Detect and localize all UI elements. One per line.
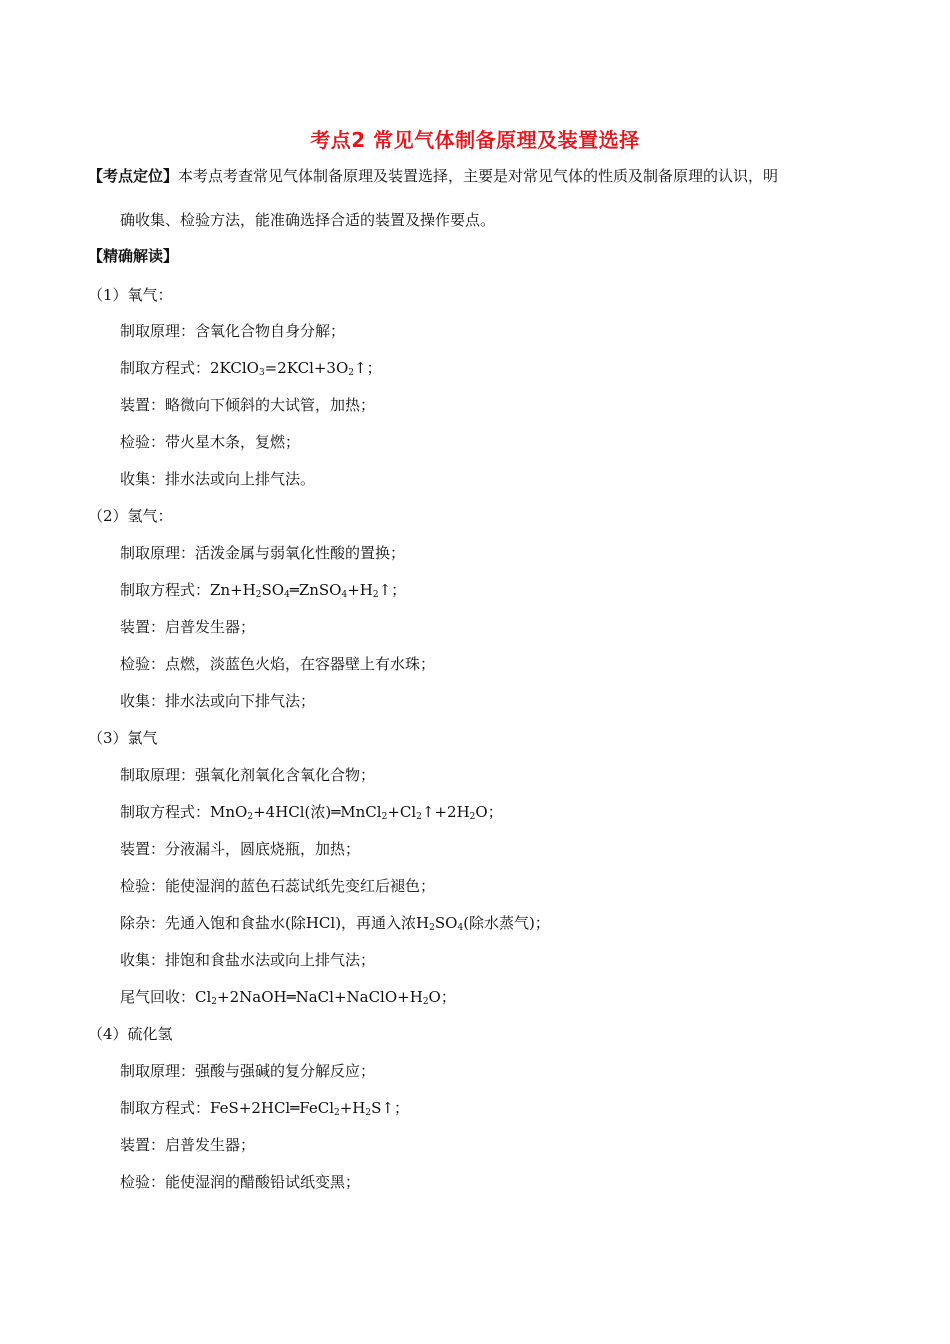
eq-part: FeS+2HCl═FeCl — [210, 1099, 334, 1117]
eq-prefix: 制取方程式： — [120, 359, 211, 377]
eq-subscript: 2 — [372, 590, 379, 600]
eq-subscript: 2 — [247, 812, 254, 822]
eq-part: Zn+H — [210, 581, 256, 599]
intro-line-1 — [88, 166, 868, 186]
tail-subscript: 2 — [211, 997, 218, 1007]
eq-part: ↑； — [378, 581, 407, 599]
hydrogen-collect: 收集：排水法或向下排气法； — [120, 692, 316, 710]
chlorine-test: 检验：能使湿润的蓝色石蕊试纸先变红后褪色； — [120, 877, 436, 895]
eq-part: ═ZnSO — [289, 581, 342, 599]
impurity-part: (除水蒸气)； — [463, 914, 550, 932]
hydrogen-equation — [120, 580, 406, 600]
oxygen-test: 检验：带火星木条，复燃； — [120, 433, 301, 451]
eq-part: ↑； — [354, 359, 382, 377]
oxygen-apparatus: 装置：略微向下倾斜的大试管，加热； — [120, 396, 376, 414]
tail-part: +2NaOH═NaCl+NaClO+H — [217, 988, 423, 1006]
impurity-part: SO — [434, 914, 458, 932]
chlorine-apparatus: 装置：分液漏斗，圆底烧瓶，加热； — [120, 840, 361, 858]
eq-part: +4HCl(浓)═MnCl — [253, 803, 382, 821]
eq-subscript: 2 — [334, 1108, 340, 1118]
eq-part: +H — [347, 581, 373, 599]
chlorine-equation — [120, 802, 503, 822]
impurity-subscript: 4 — [457, 923, 464, 933]
section-heading: 【精确解读】 — [88, 247, 179, 265]
eq-part: MnO — [210, 803, 248, 821]
page-title: 考点2 常见气体制备原理及装置选择 — [310, 128, 640, 152]
hydrogen-test: 检验：点燃，淡蓝色火焰，在容器壁上有水珠； — [120, 655, 436, 673]
tail-subscript: 2 — [422, 997, 429, 1007]
oxygen-principle: 制取原理：含氧化合物自身分解； — [120, 322, 346, 340]
eq-part: 2KClO — [210, 359, 259, 377]
eq-subscript: 2 — [255, 590, 262, 600]
gas-heading-hydrogen: （2）氢气： — [88, 507, 173, 525]
h2s-equation — [120, 1098, 409, 1118]
eq-prefix: 制取方程式： — [120, 803, 211, 821]
eq-prefix: 制取方程式： — [120, 581, 211, 599]
eq-prefix: 制取方程式： — [120, 1099, 211, 1117]
hydrogen-principle: 制取原理：活泼金属与弱氧化性酸的置换； — [120, 544, 406, 562]
eq-part: S↑； — [371, 1099, 409, 1117]
eq-subscript: 2 — [365, 1108, 372, 1118]
eq-part: =2KCl+3O — [264, 359, 349, 377]
eq-part: +Cl — [387, 803, 417, 821]
impurity-subscript: 2 — [429, 923, 435, 933]
intro-text-1: 本考点考查常见气体制备原理及装置选择，主要是对常见气体的性质及制备原理的认识，明 — [178, 167, 779, 185]
chlorine-principle: 制取原理：强氧化剂氧化含氧化合物； — [120, 766, 376, 784]
tail-part: 尾气回收：Cl — [120, 988, 212, 1006]
eq-part: O； — [475, 803, 503, 821]
eq-subscript: 2 — [469, 812, 476, 822]
tail-part: O； — [428, 988, 456, 1006]
gas-heading-chlorine: （3）氯气 — [88, 729, 158, 747]
oxygen-equation — [120, 358, 382, 378]
hydrogen-apparatus: 装置：启普发生器； — [120, 618, 256, 636]
oxygen-collect: 收集：排水法或向上排气法。 — [120, 470, 316, 488]
eq-subscript: 2 — [416, 812, 422, 822]
eq-subscript: 4 — [284, 590, 290, 600]
h2s-apparatus: 装置：启普发生器； — [120, 1136, 256, 1154]
eq-subscript: 2 — [348, 368, 355, 378]
chlorine-impurity — [120, 913, 550, 933]
gas-heading-hydrogen-sulfide: （4）硫化氢 — [88, 1025, 173, 1043]
eq-subscript: 3 — [258, 368, 265, 378]
h2s-test: 检验：能使湿润的醋酸铅试纸变黑； — [120, 1173, 361, 1191]
eq-subscript: 2 — [381, 812, 388, 822]
intro-line-2: 确收集、检验方法，能准确选择合适的装置及操作要点。 — [120, 211, 496, 229]
chlorine-collect: 收集：排饱和食盐水法或向上排气法； — [120, 951, 376, 969]
h2s-principle: 制取原理：强酸与强碱的复分解反应； — [120, 1062, 376, 1080]
eq-part: SO — [261, 581, 285, 599]
impurity-part: 除杂：先通入饱和食盐水(除HCl)，再通入浓H — [120, 914, 430, 932]
eq-subscript: 4 — [341, 590, 348, 600]
eq-part: +H — [339, 1099, 366, 1117]
chlorine-tail-gas — [120, 987, 456, 1007]
intro-label: 【考点定位】 — [88, 167, 179, 185]
gas-heading-oxygen: （1）氧气： — [88, 286, 173, 304]
eq-part: ↑+2H — [421, 803, 470, 821]
